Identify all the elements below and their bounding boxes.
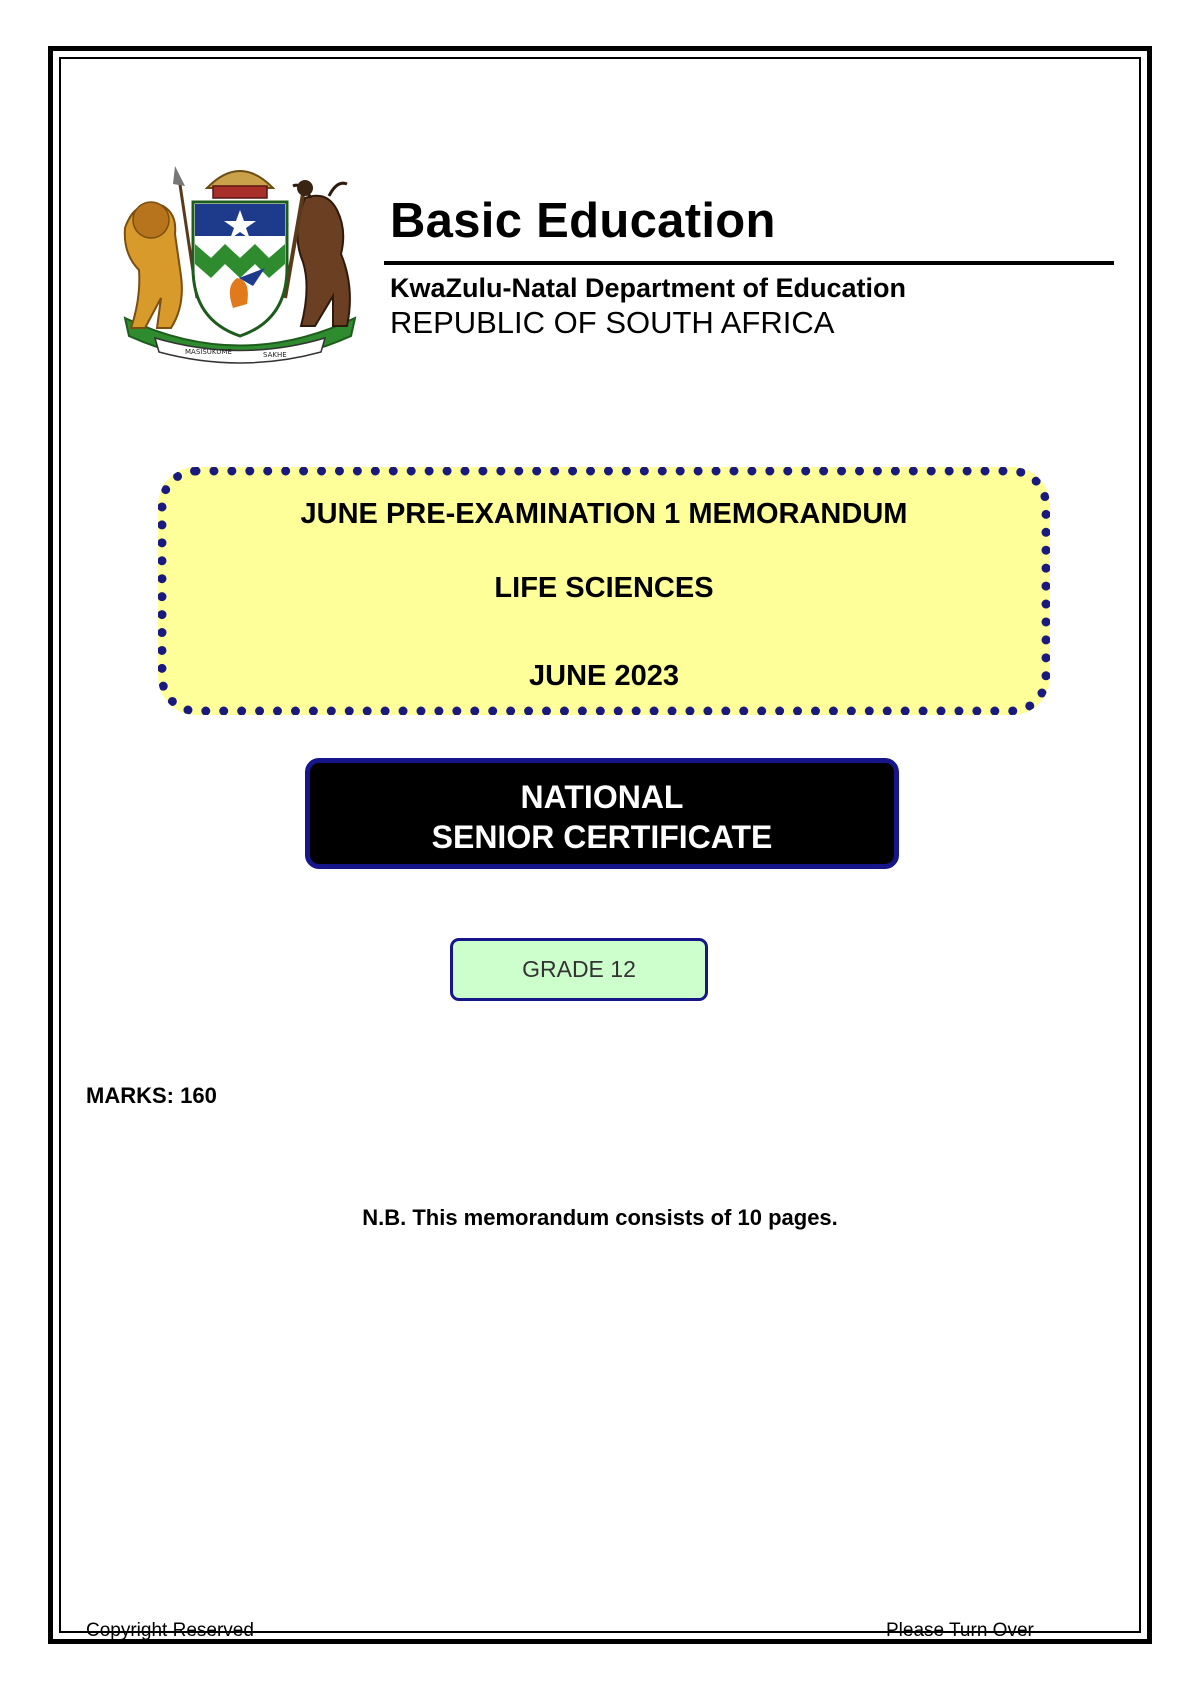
certificate-line-2: SENIOR CERTIFICATE xyxy=(431,819,773,855)
exam-date: JUNE 2023 xyxy=(529,660,679,692)
page-count-note: N.B. This memorandum consists of 10 pages. xyxy=(362,1205,838,1230)
crest-motto-left: MASISUKUME xyxy=(185,348,232,356)
certificate-line-1: NATIONAL xyxy=(520,779,684,815)
grade-badge: GRADE 12 xyxy=(450,938,708,1001)
department-name: KwaZulu-Natal Department of Education xyxy=(390,273,907,303)
certificate-banner xyxy=(305,758,899,869)
marks-total: MARKS: 160 xyxy=(86,1083,217,1108)
country-name: REPUBLIC OF SOUTH AFRICA xyxy=(390,305,835,340)
crest-motto-right: SAKHE xyxy=(263,351,287,359)
header-rule xyxy=(384,261,1114,265)
exam-title: JUNE PRE-EXAMINATION 1 MEMORANDUM xyxy=(300,498,908,530)
footer-turn-over: Please Turn Over xyxy=(886,1620,1034,1641)
footer-copyright: Copyright Reserved xyxy=(86,1620,254,1641)
org-title: Basic Education xyxy=(390,194,776,248)
exam-subject: LIFE SCIENCES xyxy=(494,572,714,604)
coat-of-arms-icon xyxy=(115,158,365,370)
exam-title-box xyxy=(158,467,1050,715)
